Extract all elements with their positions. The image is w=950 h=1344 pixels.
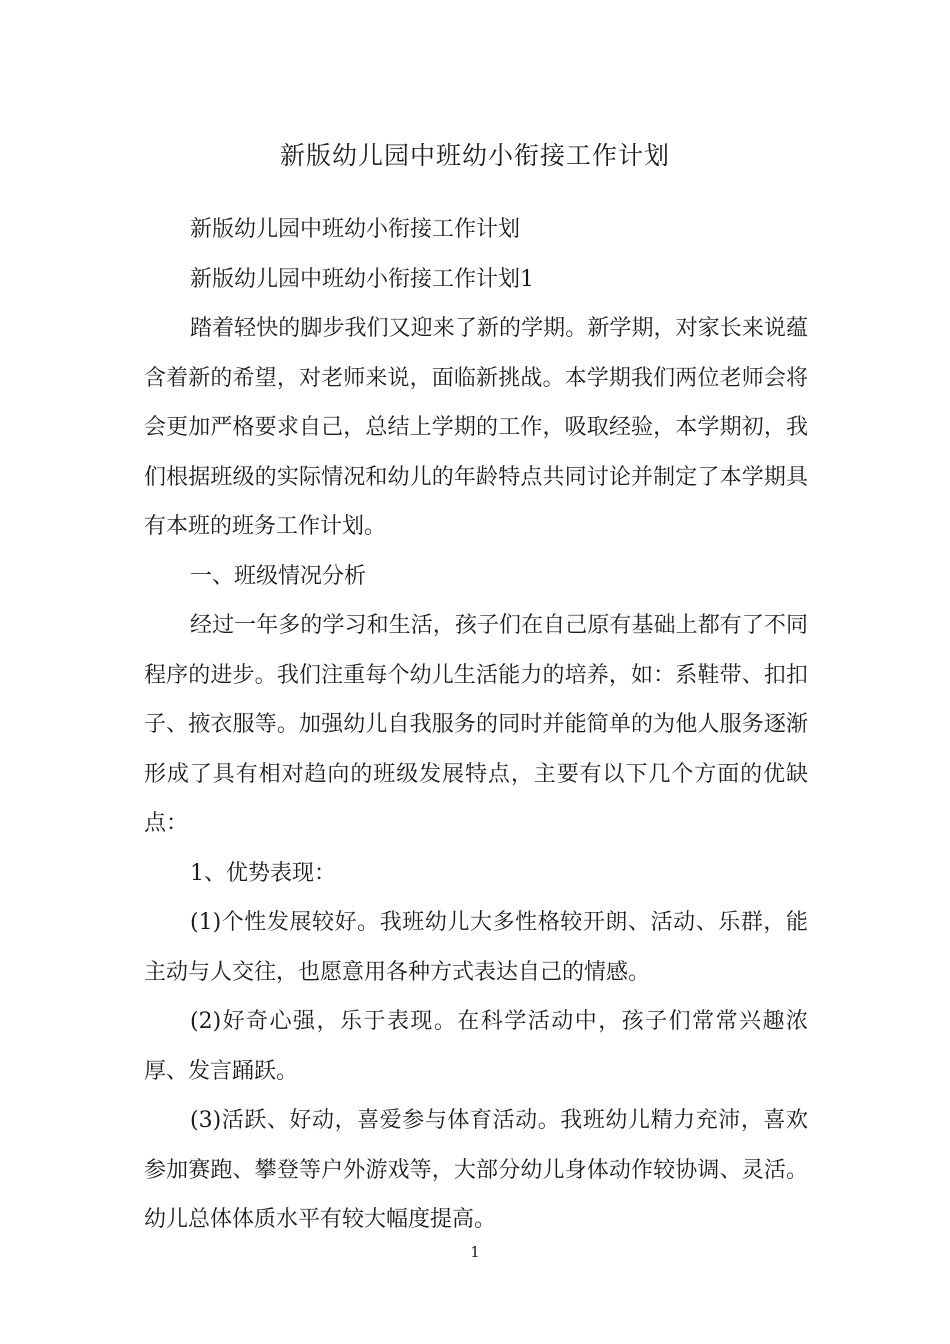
paragraph-subtitle: 新版幼儿园中班幼小衔接工作计划: [190, 217, 521, 242]
subheading-strengths: 1、优势表现：: [190, 860, 336, 886]
paragraph-plan-heading: 新版幼儿园中班幼小衔接工作计划1: [190, 266, 534, 292]
document-title: 新版幼儿园中班幼小衔接工作计划: [279, 141, 670, 170]
page-number: 1: [470, 1243, 480, 1261]
section-heading-class-analysis: 一、班级情况分析: [190, 563, 367, 589]
paragraph-strength-1: (1)个性发展较好。我班幼儿大多性格较开朗、活动、乐群，能主动与人交往，也愿意用各种方式表达自己的情感。: [144, 910, 808, 985]
paragraph-strength-2: (2)好奇心强，乐于表现。在科学活动中，孩子们常常兴趣浓厚、发言踊跃。: [144, 1009, 808, 1084]
paragraph-intro: 踏着轻快的脚步我们又迎来了新的学期。新学期，对家长来说蕴含着新的希望，对老师来说，面临新挑战。本学期我们两位老师会将会更加严格要求自己，总结上学期的工作，吸取经验，本学期初，我们根据班级的实际情况和幼儿的年龄特点共同讨论并制定了本学期具有本班的班务工作计划。: [144, 316, 808, 539]
document-body: [144, 205, 808, 1245]
paragraph-class-analysis: 经过一年多的学习和生活，孩子们在自己原有基础上都有了不同程序的进步。我们注重每个幼儿生活能力的培养，如：系鞋带、扣扣子、掖衣服等。加强幼儿自我服务的同时并能简单的为他人服务逐渐形成了具有相对趋向的班级发展特点，主要有以下几个方面的优缺点：: [144, 613, 808, 836]
paragraph-strength-3: (3)活跃、好动，喜爱参与体育活动。我班幼儿精力充沛，喜欢参加赛跑、攀登等户外游戏等，大部分幼儿身体动作较协调、灵活。幼儿总体体质水平有较大幅度提高。: [144, 1108, 808, 1232]
